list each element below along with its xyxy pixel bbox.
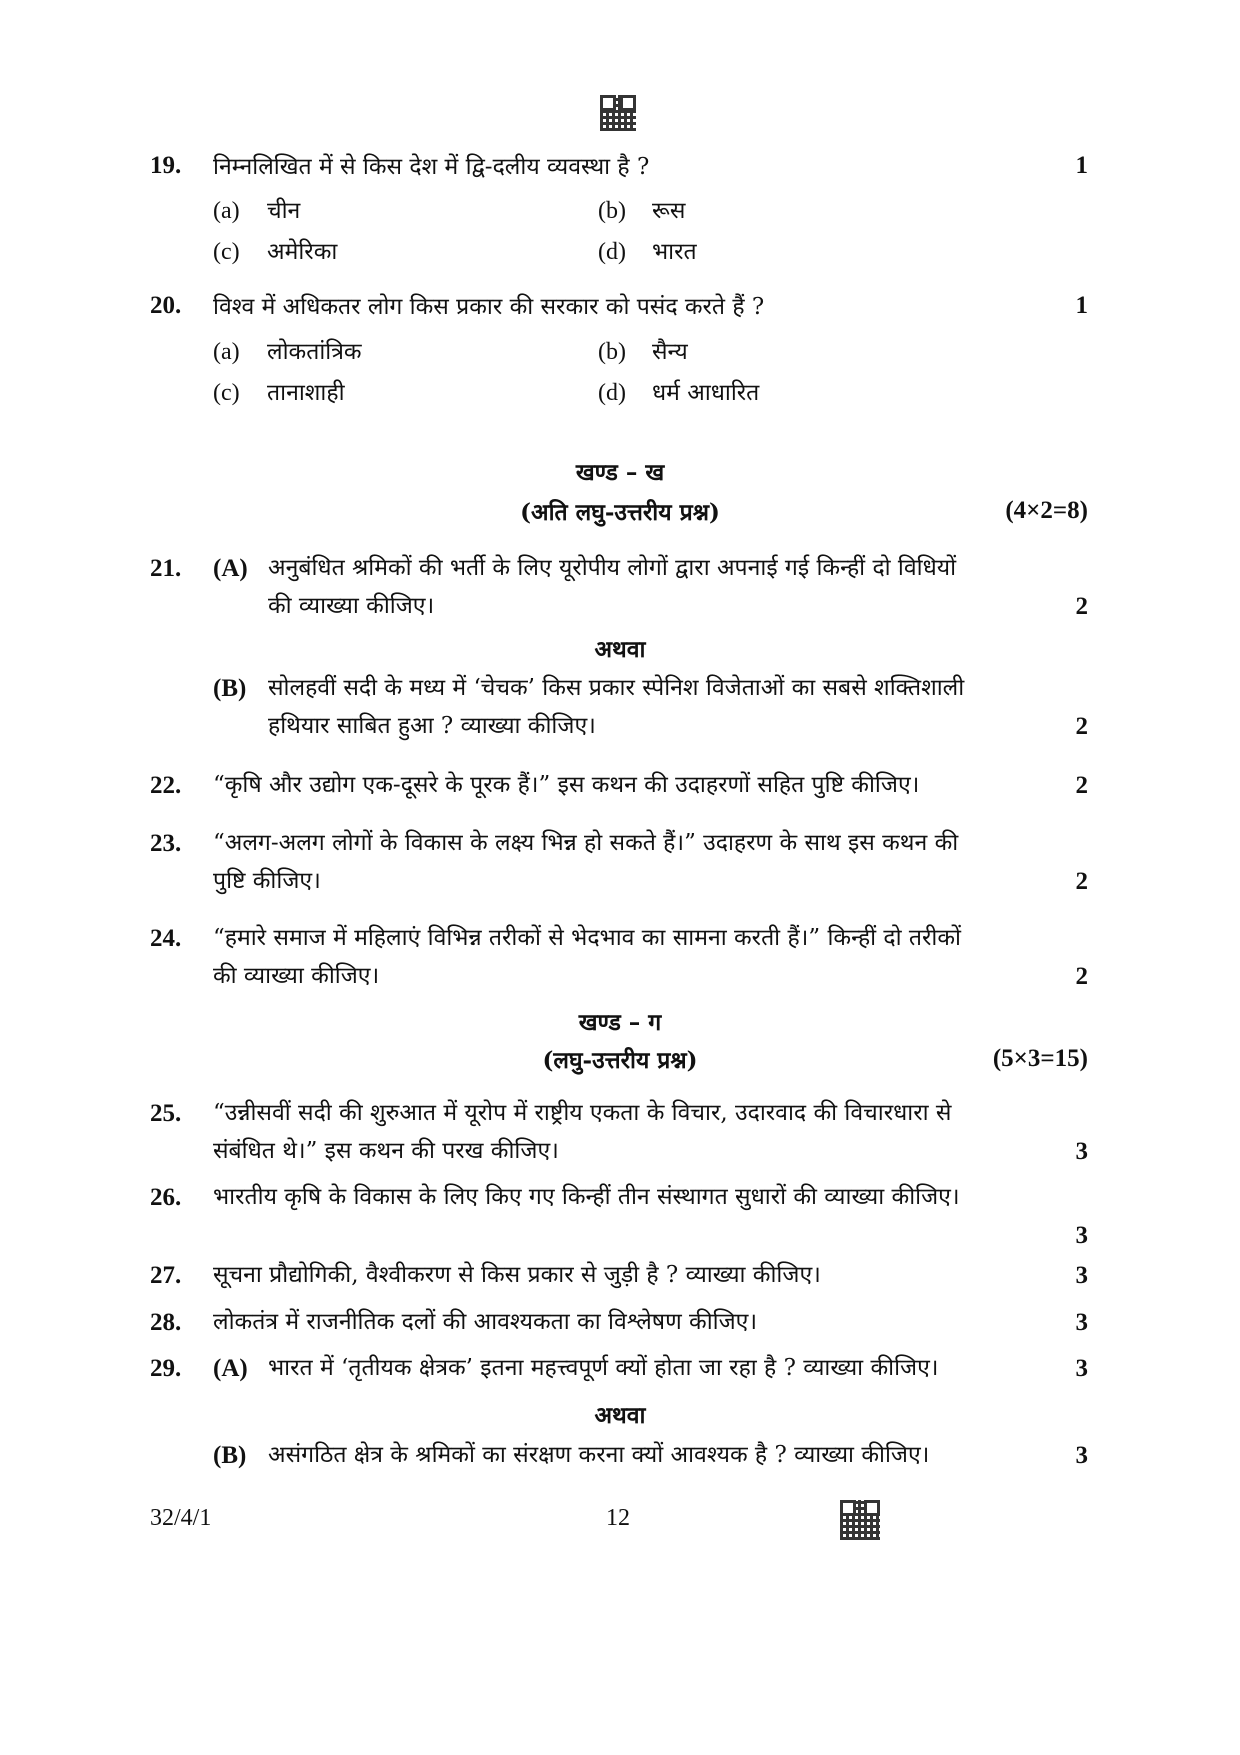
question-21-number: 21. [150,555,182,582]
section-b-title: खण्ड – ख [575,459,665,486]
paper-code: 32/4/1 [150,1505,212,1531]
option-text: भारत [652,239,697,265]
question-29-part-a-marks: 3 [1075,1355,1088,1382]
question-23-number: 23. [150,830,182,857]
question-21-part-a-marks: 2 [1075,593,1088,620]
option-text: लोकतांत्रिक [267,339,362,365]
question-28-marks: 3 [1075,1309,1088,1336]
question-21-part-a-text: अनुबंधित श्रमिकों की भर्ती के लिए यूरोपीय लोगों द्वारा अपनाई गई किन्हीं दो विधियों की व्याख्या कीजिए। [268,555,957,619]
question-29-part-a-text: भारत में ‘तृतीयक क्षेत्रक’ इतना महत्त्वपूर्ण क्यों होता जा रहा है ? व्याख्या कीजिए। [268,1355,939,1381]
option-a [213,193,300,225]
section-c-marks: (5×3=15) [992,1045,1088,1072]
question-21-part-b-label: (B) [213,675,247,702]
question-19-marks: 1 [1075,152,1088,179]
section-c-title: खण्ड – ग [578,1009,662,1036]
question-21-part-b-text: सोलहवीं सदी के मध्य में ‘चेचक’ किस प्रकार स्पेनिश विजेताओं का सबसे शक्तिशाली हथियार साबित हुआ ? व्याख्या कीजिए। [268,675,965,739]
option-label: (a) [213,339,240,365]
question-26-text: भारतीय कृषि के विकास के लिए किए गए किन्हीं तीन संस्थागत सुधारों की व्याख्या कीजिए। [213,1184,960,1210]
question-29-part-b-text: असंगठित क्षेत्र के श्रमिकों का संरक्षण करना क्यों आवश्यक है ? व्याख्या कीजिए। [268,1442,930,1468]
question-29-or: अथवा [594,1402,646,1429]
question-20-text: विश्व में अधिकतर लोग किस प्रकार की सरकार को पसंद करते हैं ? [213,294,765,320]
option-d [598,234,697,266]
option-a [213,334,362,366]
question-20-number: 20. [150,292,182,319]
question-22-number: 22. [150,772,182,799]
option-label: (d) [598,380,626,406]
question-19-number: 19. [150,152,182,179]
question-23-text: “अलग-अलग लोगों के विकास के लक्ष्य भिन्न हो सकते हैं।” उदाहरण के साथ इस कथन की पुष्टि कीजिए। [213,830,959,894]
question-27-text: सूचना प्रौद्योगिकी, वैश्वीकरण से किस प्रकार से जुड़ी है ? व्याख्या कीजिए। [213,1262,821,1288]
option-text: चीन [267,198,301,224]
question-22-text: “कृषि और उद्योग एक-दूसरे के पूरक हैं।” इस कथन की उदाहरणों सहित पुष्टि कीजिए। [213,772,920,798]
section-b-marks: (4×2=8) [1005,497,1088,524]
question-27-marks: 3 [1075,1262,1088,1289]
option-text: सैन्य [652,339,688,365]
option-b [598,334,688,366]
qr-code-top [600,95,636,131]
question-24-text: “हमारे समाज में महिलाएं विभिन्न तरीकों से भेदभाव का सामना करती हैं।” किन्हीं दो तरीकों की व्याख्या कीजिए। [213,925,961,989]
question-26-number: 26. [150,1184,182,1211]
section-c-subtitle: (लघु-उत्तरीय प्रश्न) [542,1047,698,1074]
question-20-marks: 1 [1075,292,1088,319]
question-21-part-b-marks: 2 [1075,713,1088,740]
question-25-text: “उन्नीसवीं सदी की शुरुआत में यूरोप में राष्ट्रीय एकता के विचार, उदारवाद की विचारधारा से संबंधित थे।” इस कथन की परख कीजिए। [213,1100,952,1164]
question-25-number: 25. [150,1100,182,1127]
page-number: 12 [606,1505,630,1531]
question-21-part-a-label: (A) [213,555,248,582]
option-text: धर्म आधारित [652,380,760,406]
option-label: (d) [598,239,626,265]
question-29-part-b-label: (B) [213,1442,247,1469]
option-d [598,375,759,407]
question-19-text: निम्नलिखित में से किस देश में द्वि-दलीय व्यवस्था है ? [213,154,650,180]
question-22-marks: 2 [1075,772,1088,799]
question-27-number: 27. [150,1262,182,1289]
option-label: (c) [213,239,240,265]
section-b-subtitle: (अति लघु-उत्तरीय प्रश्न) [520,499,720,526]
option-text: रूस [652,198,686,224]
option-c [213,375,345,407]
question-23-marks: 2 [1075,868,1088,895]
question-25-marks: 3 [1075,1138,1088,1165]
option-text: तानाशाही [267,380,345,406]
question-29-number: 29. [150,1355,182,1382]
option-c [213,234,337,266]
question-28-number: 28. [150,1309,182,1336]
option-text: अमेरिका [267,239,338,265]
question-29-part-a-label: (A) [213,1355,248,1382]
option-label: (b) [598,339,626,365]
question-28-text: लोकतंत्र में राजनीतिक दलों की आवश्यकता का विश्लेषण कीजिए। [213,1309,758,1335]
option-label: (c) [213,380,240,406]
question-21-or: अथवा [594,636,646,663]
option-b [598,193,685,225]
qr-code-bottom [840,1500,880,1540]
option-label: (a) [213,198,240,224]
question-26-marks: 3 [1075,1222,1088,1249]
question-24-number: 24. [150,925,182,952]
question-29-part-b-marks: 3 [1075,1442,1088,1469]
option-label: (b) [598,198,626,224]
question-24-marks: 2 [1075,963,1088,990]
